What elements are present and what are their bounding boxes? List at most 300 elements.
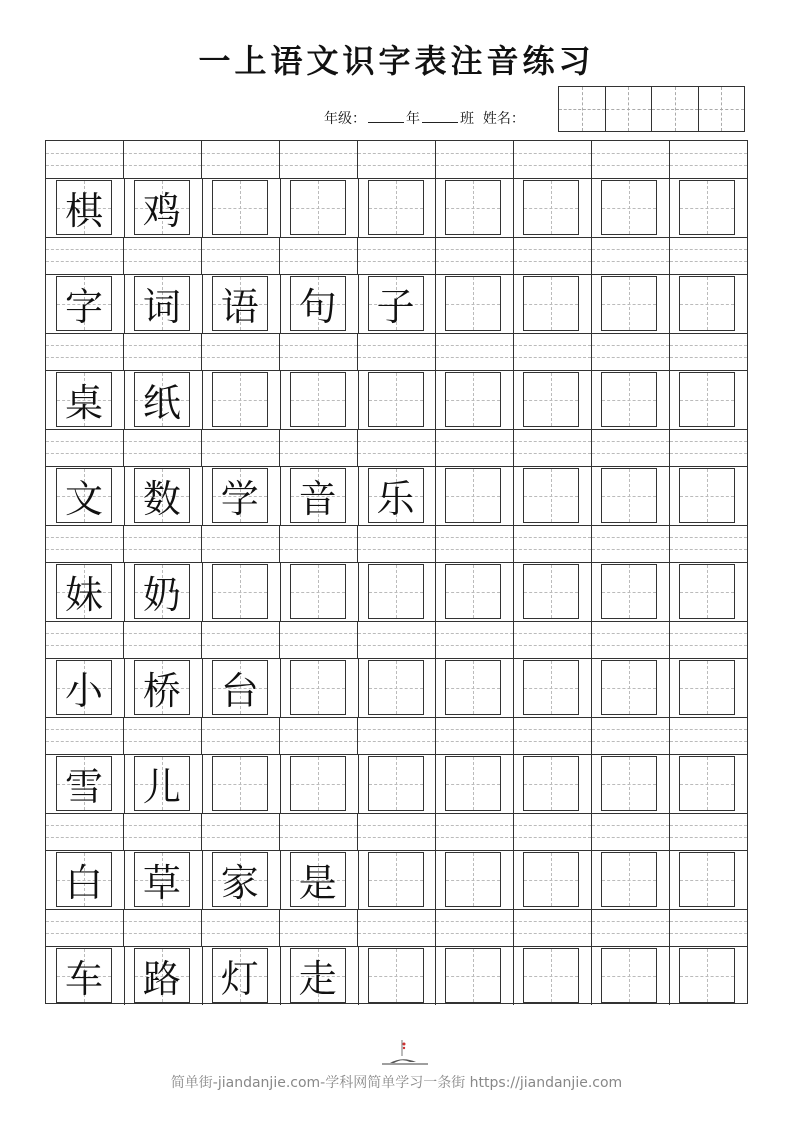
pinyin-cell[interactable] bbox=[124, 237, 202, 274]
hanzi-char: 子 bbox=[376, 285, 415, 329]
hanzi-char bbox=[291, 373, 345, 426]
hanzi-cell[interactable] bbox=[358, 178, 436, 237]
pinyin-cell[interactable] bbox=[280, 429, 358, 466]
hanzi-cell[interactable] bbox=[124, 562, 202, 621]
hanzi-cell[interactable] bbox=[591, 946, 669, 1005]
pinyin-cell[interactable] bbox=[514, 717, 592, 754]
hanzi-cell[interactable] bbox=[435, 754, 513, 813]
pinyin-cell[interactable] bbox=[124, 429, 202, 466]
name-box[interactable] bbox=[651, 86, 699, 132]
hanzi-cell[interactable] bbox=[358, 754, 436, 813]
hanzi-cell[interactable] bbox=[591, 850, 669, 909]
pinyin-cell[interactable] bbox=[436, 333, 514, 370]
column-divider bbox=[591, 178, 592, 237]
hanzi-cell[interactable] bbox=[280, 562, 358, 621]
pinyin-cell[interactable] bbox=[46, 717, 124, 754]
pinyin-cell[interactable] bbox=[202, 429, 280, 466]
column-divider bbox=[435, 850, 436, 909]
pinyin-cell[interactable] bbox=[436, 237, 514, 274]
hanzi-char: 台 bbox=[220, 669, 259, 713]
pinyin-cell[interactable] bbox=[436, 429, 514, 466]
hanzi-cell[interactable] bbox=[669, 658, 747, 717]
hanzi-cell[interactable] bbox=[669, 850, 747, 909]
hanzi-cell[interactable] bbox=[435, 946, 513, 1005]
tianzi-box bbox=[368, 372, 424, 427]
hanzi-cell[interactable] bbox=[202, 370, 280, 429]
hanzi-cell[interactable] bbox=[591, 370, 669, 429]
hanzi-char: 小 bbox=[64, 669, 103, 713]
hanzi-char bbox=[680, 853, 734, 906]
column-divider bbox=[591, 850, 592, 909]
tianzi-box bbox=[523, 756, 579, 811]
pinyin-cell[interactable] bbox=[358, 909, 436, 946]
pinyin-band bbox=[46, 237, 747, 275]
pinyin-cell[interactable] bbox=[280, 141, 358, 178]
tianzi-box bbox=[679, 180, 735, 235]
tianzi-box bbox=[679, 564, 735, 619]
hanzi-char bbox=[602, 757, 656, 810]
class-blank[interactable] bbox=[422, 110, 458, 123]
tianzi-box bbox=[679, 660, 735, 715]
hanzi-cell[interactable] bbox=[358, 466, 436, 525]
hanzi-band bbox=[46, 370, 747, 430]
hanzi-char: 儿 bbox=[142, 765, 181, 809]
pinyin-cell[interactable] bbox=[436, 621, 514, 658]
pinyin-cell[interactable] bbox=[592, 909, 670, 946]
hanzi-cell[interactable] bbox=[591, 178, 669, 237]
hanzi-cell[interactable] bbox=[202, 178, 280, 237]
tianzi-box bbox=[368, 660, 424, 715]
hanzi-char bbox=[602, 949, 656, 1002]
hanzi-char bbox=[446, 277, 500, 330]
hanzi-cell[interactable] bbox=[202, 754, 280, 813]
hanzi-char: 奶 bbox=[142, 573, 181, 617]
hanzi-cell[interactable] bbox=[46, 562, 124, 621]
hanzi-char: 纸 bbox=[142, 381, 181, 425]
name-box[interactable] bbox=[698, 86, 746, 132]
column-divider bbox=[202, 274, 203, 333]
pinyin-cell[interactable] bbox=[46, 333, 124, 370]
pinyin-cell[interactable] bbox=[670, 141, 747, 178]
pinyin-cell[interactable] bbox=[592, 237, 670, 274]
hanzi-cell[interactable] bbox=[202, 466, 280, 525]
hanzi-cell[interactable] bbox=[513, 562, 591, 621]
hanzi-cell[interactable] bbox=[358, 274, 436, 333]
hanzi-band bbox=[46, 562, 747, 622]
hanzi-cell[interactable] bbox=[358, 850, 436, 909]
pinyin-cell[interactable] bbox=[436, 813, 514, 850]
pinyin-cell[interactable] bbox=[46, 237, 124, 274]
column-divider bbox=[669, 370, 670, 429]
pinyin-cell[interactable] bbox=[670, 621, 747, 658]
hanzi-char bbox=[602, 565, 656, 618]
pinyin-cell[interactable] bbox=[436, 525, 514, 562]
hanzi-char bbox=[680, 181, 734, 234]
column-divider bbox=[591, 274, 592, 333]
pinyin-cell[interactable] bbox=[358, 333, 436, 370]
column-divider bbox=[202, 946, 203, 1005]
pinyin-band bbox=[46, 333, 747, 371]
hanzi-char: 雪 bbox=[64, 765, 103, 809]
pinyin-cell[interactable] bbox=[124, 909, 202, 946]
column-divider bbox=[435, 178, 436, 237]
hanzi-cell[interactable] bbox=[435, 850, 513, 909]
pinyin-cell[interactable] bbox=[202, 525, 280, 562]
pinyin-cell[interactable] bbox=[670, 717, 747, 754]
hanzi-cell[interactable] bbox=[358, 562, 436, 621]
pinyin-band bbox=[46, 909, 747, 947]
column-divider bbox=[202, 850, 203, 909]
pinyin-cell[interactable] bbox=[280, 621, 358, 658]
pinyin-cell[interactable] bbox=[46, 621, 124, 658]
pinyin-cell[interactable] bbox=[592, 525, 670, 562]
hanzi-cell[interactable] bbox=[46, 658, 124, 717]
hanzi-char bbox=[213, 373, 267, 426]
tianzi-box bbox=[445, 948, 501, 1003]
pinyin-cell[interactable] bbox=[46, 813, 124, 850]
hanzi-cell[interactable] bbox=[435, 178, 513, 237]
pinyin-cell[interactable] bbox=[202, 333, 280, 370]
hanzi-char bbox=[369, 949, 423, 1002]
hanzi-char bbox=[602, 853, 656, 906]
hanzi-cell[interactable] bbox=[280, 754, 358, 813]
tianzi-box bbox=[134, 756, 190, 811]
hanzi-cell[interactable] bbox=[280, 850, 358, 909]
hanzi-cell[interactable] bbox=[669, 946, 747, 1005]
hanzi-cell[interactable] bbox=[513, 274, 591, 333]
tianzi-box bbox=[523, 372, 579, 427]
pinyin-cell[interactable] bbox=[358, 237, 436, 274]
pinyin-cell[interactable] bbox=[514, 525, 592, 562]
column-divider bbox=[124, 850, 125, 909]
pinyin-cell[interactable] bbox=[358, 813, 436, 850]
name-box[interactable] bbox=[558, 86, 606, 132]
pinyin-cell[interactable] bbox=[592, 333, 670, 370]
pinyin-cell[interactable] bbox=[202, 717, 280, 754]
pinyin-cell[interactable] bbox=[202, 813, 280, 850]
tianzi-box bbox=[445, 852, 501, 907]
hanzi-cell[interactable] bbox=[591, 658, 669, 717]
hanzi-cell[interactable] bbox=[669, 562, 747, 621]
pinyin-cell[interactable] bbox=[670, 909, 747, 946]
column-divider bbox=[435, 658, 436, 717]
hanzi-cell[interactable] bbox=[591, 274, 669, 333]
hanzi-cell[interactable] bbox=[124, 754, 202, 813]
tianzi-box bbox=[290, 180, 346, 235]
tianzi-box bbox=[601, 180, 657, 235]
name-boxes[interactable] bbox=[559, 86, 745, 132]
hanzi-char bbox=[680, 373, 734, 426]
tianzi-box bbox=[523, 468, 579, 523]
column-divider bbox=[513, 754, 514, 813]
tianzi-box bbox=[56, 660, 112, 715]
hanzi-cell[interactable] bbox=[124, 370, 202, 429]
tianzi-box bbox=[445, 756, 501, 811]
tianzi-box bbox=[56, 852, 112, 907]
pinyin-cell[interactable] bbox=[202, 621, 280, 658]
tianzi-box bbox=[56, 468, 112, 523]
column-divider bbox=[513, 274, 514, 333]
hanzi-cell[interactable] bbox=[46, 850, 124, 909]
hanzi-cell[interactable] bbox=[46, 370, 124, 429]
pinyin-cell[interactable] bbox=[124, 333, 202, 370]
hanzi-cell[interactable] bbox=[124, 274, 202, 333]
hanzi-cell[interactable] bbox=[435, 562, 513, 621]
hanzi-char bbox=[524, 661, 578, 714]
hanzi-cell[interactable] bbox=[358, 658, 436, 717]
tianzi-box bbox=[56, 756, 112, 811]
hanzi-cell[interactable] bbox=[202, 850, 280, 909]
tianzi-box bbox=[368, 564, 424, 619]
name-label: 姓名： bbox=[482, 111, 525, 127]
hanzi-char: 路 bbox=[142, 957, 181, 1001]
pinyin-cell[interactable] bbox=[592, 813, 670, 850]
column-divider bbox=[124, 178, 125, 237]
hanzi-cell[interactable] bbox=[280, 466, 358, 525]
pinyin-cell[interactable] bbox=[202, 909, 280, 946]
column-divider bbox=[358, 754, 359, 813]
column-divider bbox=[435, 466, 436, 525]
hanzi-cell[interactable] bbox=[591, 562, 669, 621]
hanzi-char bbox=[369, 853, 423, 906]
hanzi-char bbox=[680, 469, 734, 522]
hanzi-cell[interactable] bbox=[591, 466, 669, 525]
tianzi-box bbox=[679, 372, 735, 427]
pinyin-cell[interactable] bbox=[280, 813, 358, 850]
tianzi-box bbox=[523, 948, 579, 1003]
hanzi-char: 是 bbox=[298, 861, 337, 905]
hanzi-char: 白 bbox=[64, 861, 103, 905]
hanzi-cell[interactable] bbox=[280, 658, 358, 717]
pinyin-cell[interactable] bbox=[592, 141, 670, 178]
column-divider bbox=[435, 370, 436, 429]
tianzi-box bbox=[445, 372, 501, 427]
hanzi-cell[interactable] bbox=[435, 658, 513, 717]
grid-row bbox=[46, 813, 747, 909]
column-divider bbox=[358, 562, 359, 621]
column-divider bbox=[669, 562, 670, 621]
pinyin-cell[interactable] bbox=[124, 717, 202, 754]
pinyin-cell[interactable] bbox=[358, 429, 436, 466]
pinyin-cell[interactable] bbox=[280, 717, 358, 754]
year-suffix: 年 bbox=[406, 111, 420, 127]
tianzi-box bbox=[212, 180, 268, 235]
hanzi-cell[interactable] bbox=[513, 178, 591, 237]
hanzi-cell[interactable] bbox=[591, 754, 669, 813]
hanzi-cell[interactable] bbox=[513, 754, 591, 813]
tianzi-box bbox=[134, 276, 190, 331]
tianzi-box bbox=[679, 948, 735, 1003]
tianzi-box bbox=[134, 660, 190, 715]
hanzi-cell[interactable] bbox=[46, 946, 124, 1005]
hanzi-char bbox=[602, 373, 656, 426]
hanzi-band bbox=[46, 178, 747, 238]
column-divider bbox=[124, 466, 125, 525]
pinyin-cell[interactable] bbox=[280, 525, 358, 562]
hanzi-cell[interactable] bbox=[513, 850, 591, 909]
column-divider bbox=[280, 466, 281, 525]
hanzi-char: 灯 bbox=[220, 957, 259, 1001]
hanzi-char bbox=[680, 277, 734, 330]
tianzi-box bbox=[134, 852, 190, 907]
hanzi-char bbox=[680, 949, 734, 1002]
tianzi-box bbox=[290, 276, 346, 331]
hanzi-cell[interactable] bbox=[202, 274, 280, 333]
hanzi-cell[interactable] bbox=[513, 370, 591, 429]
pinyin-cell[interactable] bbox=[514, 429, 592, 466]
hanzi-cell[interactable] bbox=[669, 178, 747, 237]
column-divider bbox=[202, 754, 203, 813]
name-box[interactable] bbox=[605, 86, 653, 132]
hanzi-char bbox=[213, 757, 267, 810]
hanzi-cell[interactable] bbox=[202, 946, 280, 1005]
pinyin-cell[interactable] bbox=[514, 141, 592, 178]
hanzi-char bbox=[446, 853, 500, 906]
hanzi-char bbox=[602, 661, 656, 714]
pinyin-cell[interactable] bbox=[46, 525, 124, 562]
pinyin-cell[interactable] bbox=[280, 333, 358, 370]
hanzi-cell[interactable] bbox=[358, 370, 436, 429]
hanzi-cell[interactable] bbox=[46, 178, 124, 237]
hanzi-char: 家 bbox=[220, 861, 259, 905]
hanzi-cell[interactable] bbox=[202, 658, 280, 717]
hanzi-cell[interactable] bbox=[46, 274, 124, 333]
hanzi-cell[interactable] bbox=[280, 946, 358, 1005]
grade-label: 年级： bbox=[324, 111, 366, 127]
pinyin-cell[interactable] bbox=[514, 813, 592, 850]
tianzi-box bbox=[212, 660, 268, 715]
hanzi-cell[interactable] bbox=[435, 274, 513, 333]
pinyin-cell[interactable] bbox=[514, 909, 592, 946]
pinyin-cell[interactable] bbox=[358, 525, 436, 562]
pinyin-cell[interactable] bbox=[670, 237, 747, 274]
column-divider bbox=[591, 562, 592, 621]
column-divider bbox=[591, 370, 592, 429]
hanzi-char bbox=[446, 469, 500, 522]
pinyin-cell[interactable] bbox=[124, 141, 202, 178]
grid-row bbox=[46, 237, 747, 333]
hanzi-cell[interactable] bbox=[124, 850, 202, 909]
pinyin-cell[interactable] bbox=[202, 237, 280, 274]
hanzi-cell[interactable] bbox=[124, 178, 202, 237]
tianzi-box bbox=[290, 948, 346, 1003]
hanzi-char bbox=[446, 181, 500, 234]
tianzi-box bbox=[523, 276, 579, 331]
hanzi-char bbox=[369, 181, 423, 234]
hanzi-cell[interactable] bbox=[669, 466, 747, 525]
pinyin-cell[interactable] bbox=[592, 717, 670, 754]
grid-row bbox=[46, 621, 747, 717]
hanzi-cell[interactable] bbox=[280, 370, 358, 429]
column-divider bbox=[202, 658, 203, 717]
hanzi-char: 语 bbox=[220, 285, 259, 329]
column-divider bbox=[124, 562, 125, 621]
hanzi-cell[interactable] bbox=[124, 466, 202, 525]
hanzi-char bbox=[446, 661, 500, 714]
pinyin-cell[interactable] bbox=[592, 621, 670, 658]
pinyin-cell[interactable] bbox=[514, 621, 592, 658]
hanzi-char: 音 bbox=[298, 477, 337, 521]
pinyin-cell[interactable] bbox=[514, 237, 592, 274]
pinyin-cell[interactable] bbox=[358, 141, 436, 178]
pinyin-cell[interactable] bbox=[124, 621, 202, 658]
hanzi-cell[interactable] bbox=[513, 466, 591, 525]
tianzi-box bbox=[134, 372, 190, 427]
tianzi-box bbox=[445, 468, 501, 523]
pinyin-cell[interactable] bbox=[670, 333, 747, 370]
hanzi-char bbox=[291, 757, 345, 810]
pinyin-cell[interactable] bbox=[670, 429, 747, 466]
pinyin-cell[interactable] bbox=[592, 429, 670, 466]
grade-blank[interactable] bbox=[368, 110, 404, 123]
pinyin-cell[interactable] bbox=[46, 909, 124, 946]
hanzi-cell[interactable] bbox=[124, 658, 202, 717]
pinyin-cell[interactable] bbox=[124, 525, 202, 562]
pinyin-cell[interactable] bbox=[280, 909, 358, 946]
pinyin-cell[interactable] bbox=[436, 141, 514, 178]
tianzi-box bbox=[523, 660, 579, 715]
hanzi-cell[interactable] bbox=[513, 946, 591, 1005]
hanzi-band bbox=[46, 274, 747, 334]
tianzi-box bbox=[290, 564, 346, 619]
pinyin-cell[interactable] bbox=[514, 333, 592, 370]
column-divider bbox=[358, 178, 359, 237]
pinyin-cell[interactable] bbox=[358, 717, 436, 754]
pinyin-cell[interactable] bbox=[436, 909, 514, 946]
column-divider bbox=[124, 658, 125, 717]
logo-icon bbox=[380, 1036, 430, 1070]
hanzi-cell[interactable] bbox=[46, 754, 124, 813]
pinyin-cell[interactable] bbox=[358, 621, 436, 658]
hanzi-cell[interactable] bbox=[358, 946, 436, 1005]
tianzi-box bbox=[601, 756, 657, 811]
column-divider bbox=[280, 658, 281, 717]
hanzi-char bbox=[680, 757, 734, 810]
hanzi-cell[interactable] bbox=[435, 370, 513, 429]
pinyin-cell[interactable] bbox=[670, 525, 747, 562]
tianzi-box bbox=[679, 852, 735, 907]
hanzi-cell[interactable] bbox=[124, 946, 202, 1005]
hanzi-cell[interactable] bbox=[202, 562, 280, 621]
pinyin-band bbox=[46, 525, 747, 563]
hanzi-cell[interactable] bbox=[280, 178, 358, 237]
column-divider bbox=[669, 850, 670, 909]
tianzi-box bbox=[290, 852, 346, 907]
hanzi-cell[interactable] bbox=[280, 274, 358, 333]
column-divider bbox=[435, 274, 436, 333]
pinyin-cell[interactable] bbox=[436, 717, 514, 754]
tianzi-box bbox=[601, 948, 657, 1003]
hanzi-cell[interactable] bbox=[46, 466, 124, 525]
hanzi-cell[interactable] bbox=[669, 370, 747, 429]
pinyin-cell[interactable] bbox=[280, 237, 358, 274]
hanzi-cell[interactable] bbox=[435, 466, 513, 525]
hanzi-cell[interactable] bbox=[513, 658, 591, 717]
pinyin-cell[interactable] bbox=[46, 429, 124, 466]
tianzi-box bbox=[445, 564, 501, 619]
column-divider bbox=[591, 466, 592, 525]
pinyin-cell[interactable] bbox=[124, 813, 202, 850]
pinyin-cell[interactable] bbox=[202, 141, 280, 178]
hanzi-cell[interactable] bbox=[669, 274, 747, 333]
hanzi-cell[interactable] bbox=[669, 754, 747, 813]
pinyin-cell[interactable] bbox=[46, 141, 124, 178]
pinyin-band bbox=[46, 717, 747, 755]
grid-row bbox=[46, 909, 747, 1005]
column-divider bbox=[280, 562, 281, 621]
class-suffix: 班 bbox=[460, 111, 474, 127]
pinyin-cell[interactable] bbox=[670, 813, 747, 850]
